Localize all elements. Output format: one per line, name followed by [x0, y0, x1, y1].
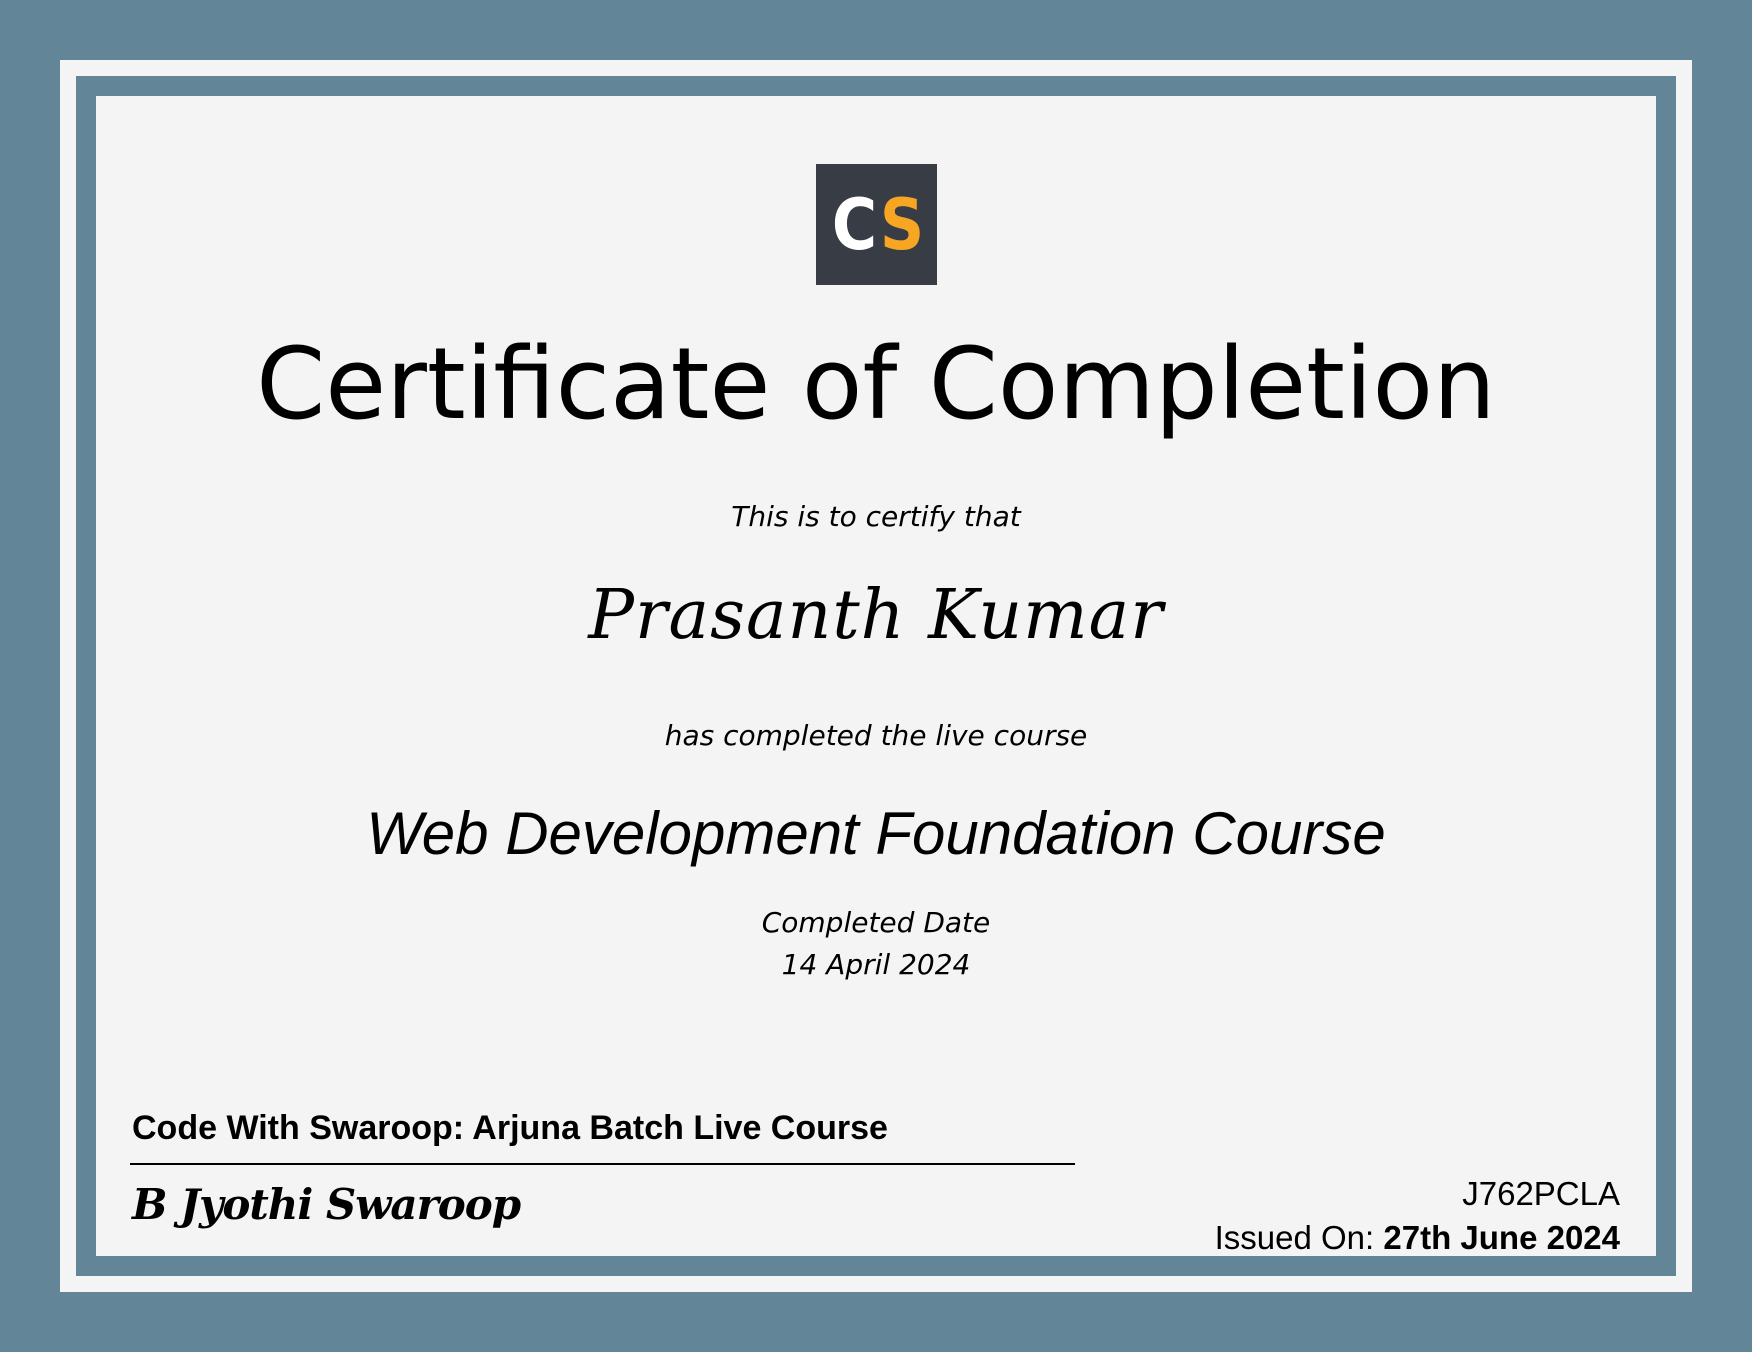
issued-label: Issued On:	[1214, 1219, 1375, 1256]
issued-on	[1215, 1218, 1620, 1258]
signature-line	[130, 1163, 1075, 1165]
certificate-title: Certificate of Completion	[256, 327, 1496, 442]
completed-date-label: Completed Date	[761, 906, 991, 939]
logo-letter-s: S	[879, 183, 922, 266]
issued-date: 27th June 2024	[1383, 1219, 1620, 1256]
logo-letter-c: C	[831, 183, 875, 266]
certificate-id: J762PCLA	[1462, 1175, 1620, 1212]
completion-text: has completed the live course	[664, 719, 1088, 752]
recipient-name: Prasanth Kumar	[588, 576, 1164, 655]
certify-text: This is to certify that	[731, 500, 1021, 533]
completed-date: 14 April 2024	[781, 948, 971, 981]
batch-name: Code With Swaroop: Arjuna Batch Live Course	[132, 1109, 888, 1147]
course-name: Web Development Foundation Course	[366, 800, 1386, 867]
cs-logo	[816, 164, 937, 285]
signature: B Jyothi Swaroop	[132, 1180, 521, 1229]
